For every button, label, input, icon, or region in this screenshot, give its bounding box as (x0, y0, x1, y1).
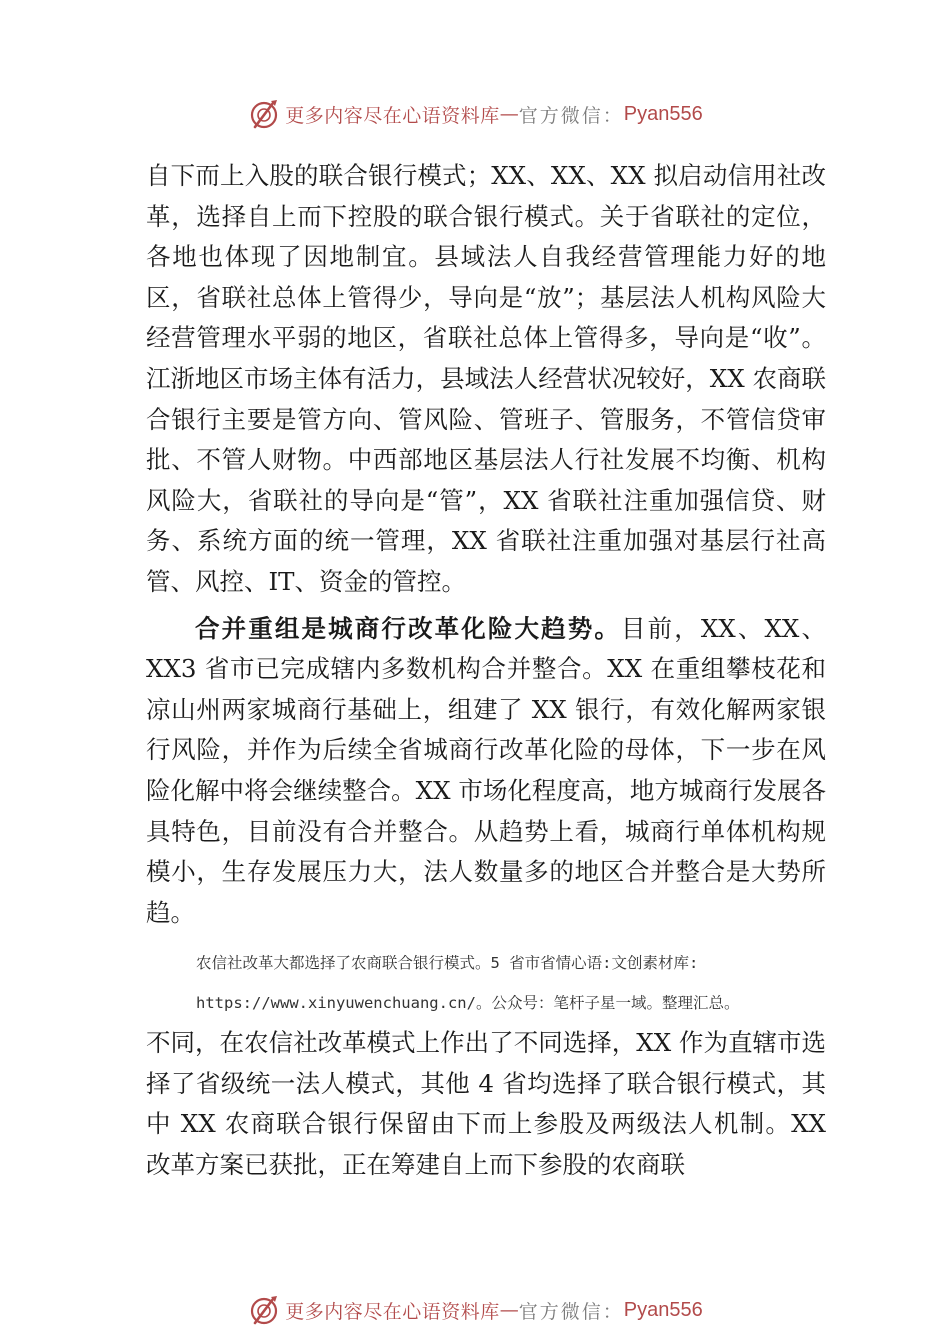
paragraph-1: 自下而上入股的联合银行模式；XX、XX、XX 拟启动信用社改革，选择自上而下控股的联合银行模式。关于省联社的定位，各地也体现了因地制宜。县域法人自我经营管理能力好的地区，省联社总体上管得少，导向是“放”；基层法人机构风险大经营管理水平弱的地区，省联社总体上管得多，导向是“收”。江浙地区市场主体有活力，县域法人经营状况较好，XX 农商联合银行主要是管方向、管风险、管班子、管服务，不管信贷审批、不管人财物。中西部地区基层法人行社发展不均衡、机构风险大，省联社的导向是“管”，XX 省联社注重加强信贷、财务、系统方面的统一管理，XX 省联社注重加强对基层行社高管、风控、IT、资金的管控。 (146, 161, 826, 596)
document-body (146, 156, 826, 1186)
footer-separator: — (499, 1299, 519, 1321)
paragraph-3: 不同，在农信社改革模式上作出了不同选择，XX 作为直辖市选择了省级统一法人模式，其他 4 省均选择了联合银行模式，其中 XX 农商联合银行保留由下而上参股及两级法人机制。XX 改革方案已获批，正在筹建自上而下参股的农商联 (146, 1028, 826, 1180)
header-separator: — (499, 103, 519, 125)
paragraph-2-lead: 合并重组是城商行改革化险大趋势。 (195, 613, 621, 643)
brand-logo-icon (247, 97, 281, 131)
paragraph-2-rest: 目前，XX、XX、XX3 省市已完成辖内多数机构合并整合。XX 在重组攀枝花和凉山州两家城商行基础上，组建了 XX 银行，有效化解两家银行风险，并作为后续全省城商行改革化险的母体，下一步在风险化解中将会继续整合。XX 市场化程度高，地方城商行发展各具特色，目前没有合并整合。从趋势上看，城商行单体机构规模小，生存发展压力大，法人数量多的地区合并整合是大势所趋。 (146, 613, 826, 927)
source-note-line-1: 农信社改革大都选择了农商联合银行模式。5 省市省情心语:文创素材库: (196, 954, 699, 973)
footer-banner (0, 1290, 950, 1330)
footer-brand-text: 更多内容尽在心语资料库 (285, 1300, 500, 1323)
header-brand-text: 更多内容尽在心语资料库 (285, 104, 500, 127)
paragraph-2 (146, 609, 826, 934)
header-wechat-id: Pyan556 (623, 102, 703, 125)
header-official-label: 官方微信： (518, 104, 624, 127)
header-banner (0, 94, 950, 134)
brand-logo-icon (247, 1293, 281, 1327)
footer-wechat-id: Pyan556 (623, 1298, 703, 1321)
footer-official-label: 官方微信： (518, 1300, 624, 1323)
source-note-line-2: https://www.xinyuwenchuang.cn/。公众号：笔杆子星一域。整理汇总。 (196, 994, 740, 1013)
